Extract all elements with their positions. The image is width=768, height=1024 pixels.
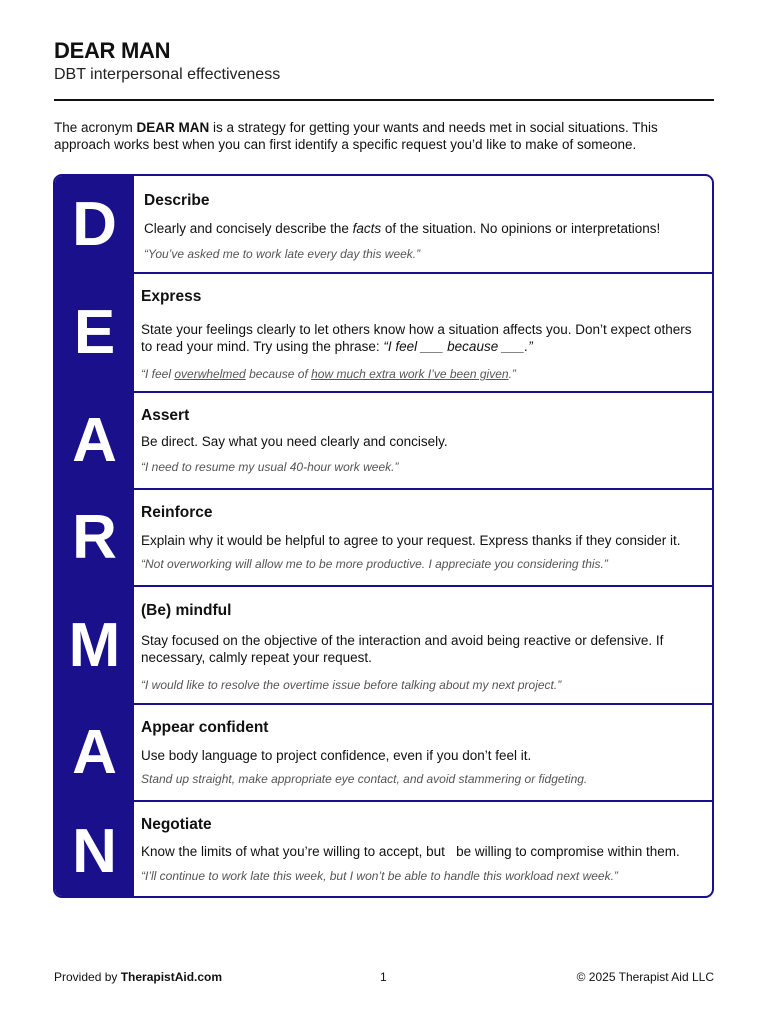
- row-heading: Appear confident: [141, 719, 269, 736]
- row-example: “I need to resume my usual 40-hour work week.”: [141, 460, 399, 474]
- row-example: “I feel overwhelmed because of how much extra work I’ve been given.”: [141, 367, 516, 381]
- header-divider: [54, 99, 714, 101]
- row-description: Stay focused on the objective of the interaction and avoid being reactive or defensive. If necessary, calmly repeat your request.: [141, 633, 664, 665]
- row-description: Clearly and concisely describe the facts of the situation. No opinions or interpretations!: [144, 221, 661, 236]
- page-title: DEAR MAN: [54, 38, 171, 63]
- table-row-negotiate: [55, 802, 712, 898]
- table-row-reinforce: [55, 490, 712, 587]
- row-content: [134, 490, 712, 585]
- footer-page-number: 1: [380, 970, 387, 984]
- row-content: [134, 393, 712, 488]
- table-row-appear-confident: [55, 705, 712, 802]
- row-letter: R: [55, 490, 134, 585]
- row-content: [134, 176, 712, 272]
- row-heading: Assert: [141, 407, 190, 424]
- intro-paragraph: [54, 119, 714, 153]
- row-letter: N: [55, 802, 134, 898]
- table-row-express: [55, 274, 712, 393]
- row-example: “Not overworking will allow me to be more productive. I appreciate you considering this.”: [141, 557, 608, 571]
- intro-suffix: is a strategy for getting your wants and needs met in social situations. This approach works best when you can first identify a specific request you’d like to make of someone.: [54, 120, 658, 152]
- row-description: State your feelings clearly to let others know how a situation affects you. Don’t expect others to read your mind. Try using the phrase: “I feel ___ because ___.”: [141, 322, 692, 354]
- row-letter: D: [55, 176, 134, 272]
- page-subtitle: DBT interpersonal effectiveness: [54, 66, 281, 83]
- row-description: Be direct. Say what you need clearly and concisely.: [141, 434, 448, 449]
- intro-prefix: The acronym: [54, 120, 137, 135]
- row-content: [134, 274, 712, 391]
- row-heading: Negotiate: [141, 816, 212, 833]
- row-heading: Express: [141, 288, 202, 305]
- row-description: Know the limits of what you’re willing to accept, but be willing to compromise within them.: [141, 844, 680, 859]
- row-letter: A: [55, 393, 134, 488]
- footer-copyright: © 2025 Therapist Aid LLC: [576, 970, 714, 984]
- row-description: Explain why it would be helpful to agree to your request. Express thanks if they consider it.: [141, 533, 681, 548]
- row-example: Stand up straight, make appropriate eye contact, and avoid stammering or fidgeting.: [141, 772, 588, 786]
- row-letter: A: [55, 705, 134, 800]
- row-heading: (Be) mindful: [141, 602, 232, 619]
- dear-man-table: [53, 174, 714, 898]
- row-content: [134, 705, 712, 800]
- row-example: “You’ve asked me to work late every day this week.”: [144, 247, 421, 261]
- table-row-mindful: [55, 587, 712, 705]
- row-letter: E: [55, 274, 134, 391]
- row-letter: M: [55, 587, 134, 703]
- row-example: “I would like to resolve the overtime issue before talking about my next project.”: [141, 678, 562, 692]
- row-heading: Describe: [144, 192, 210, 209]
- table-row-describe: [55, 176, 712, 274]
- footer-brand-link[interactable]: TherapistAid.com: [120, 970, 223, 984]
- row-example: “I’ll continue to work late this week, but I won’t be able to handle this workload next week.”: [141, 869, 618, 883]
- row-content: [134, 802, 712, 898]
- footer-provided-by: Provided by TherapistAid.com: [54, 970, 223, 984]
- table-row-assert: [55, 393, 712, 490]
- row-content: [134, 587, 712, 703]
- intro-bold: DEAR MAN: [136, 120, 210, 135]
- row-heading: Reinforce: [141, 504, 213, 521]
- row-description: Use body language to project confidence, even if you don’t feel it.: [141, 748, 532, 763]
